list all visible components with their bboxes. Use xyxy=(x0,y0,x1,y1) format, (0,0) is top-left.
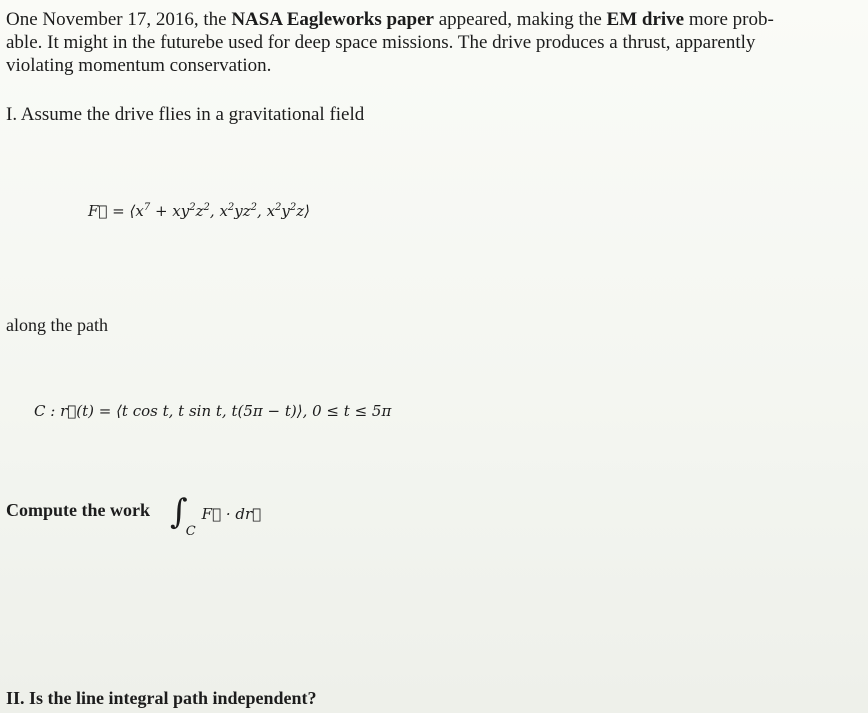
path-formula: C : r⃗(t) = ⟨t cos t, t sin t, t(5π − t)⟩, 0 ≤ t ≤ 5π xyxy=(34,402,392,420)
integrand: F⃗ · dr⃗ xyxy=(201,505,262,523)
line-integral-expression xyxy=(170,488,262,539)
intro-paragraph xyxy=(6,8,864,77)
part-2-question: II. Is the line integral path independent? xyxy=(6,688,317,708)
intro-line-1: One November 17, 2016, the NASA Eagleworks paper appeared, making the EM drive more prob- xyxy=(6,9,774,30)
intro-line-2: able. It might in the futurebe used for deep space missions. The drive produces a thrust, apparently xyxy=(6,32,756,53)
along-path-text: along the path xyxy=(6,315,108,335)
integral-subscript: C xyxy=(185,524,196,539)
integral-sign: ∫ xyxy=(170,492,188,532)
compute-work-text: Compute the work xyxy=(6,500,150,520)
drive-name: EM drive xyxy=(606,9,685,30)
part-1-prompt: I. Assume the drive flies in a gravitational field xyxy=(6,104,365,125)
paper-name: NASA Eagleworks paper xyxy=(231,9,434,30)
vector-field-formula: F⃗ = $⟨x^7 + xy^2z^2$, $x^2yz^2$, $x^2y^2z⟩$ xyxy=(88,202,311,220)
intro-line-3: violating momentum conservation. xyxy=(6,55,272,76)
